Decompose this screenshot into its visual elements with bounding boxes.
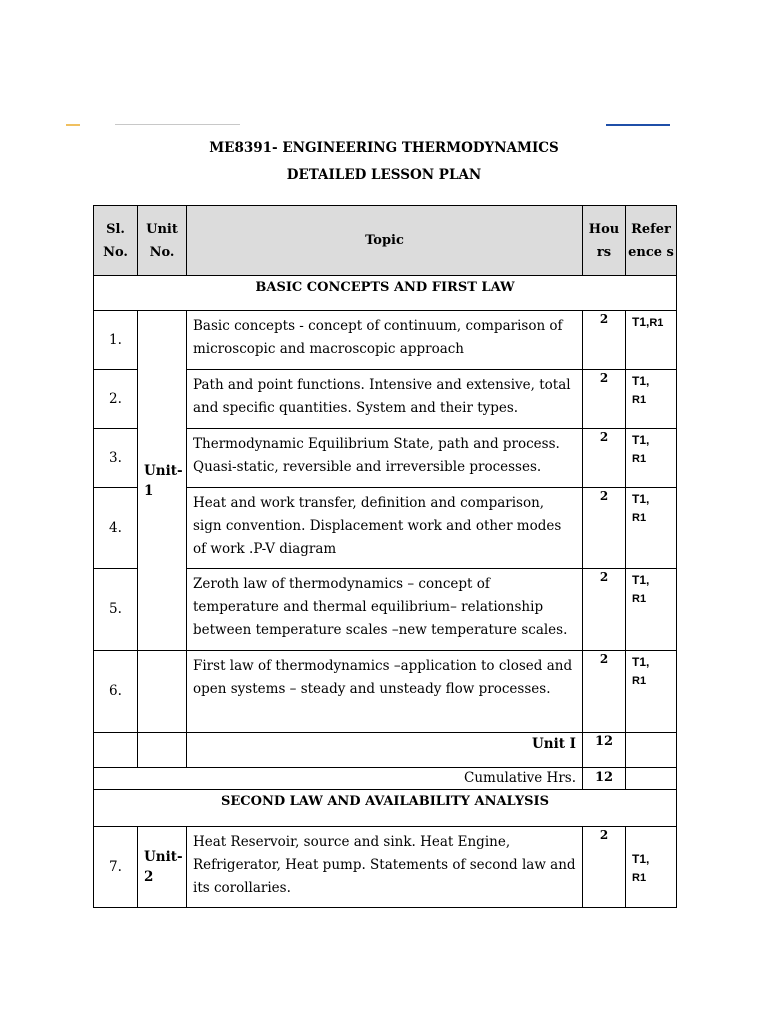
empty-cell [626, 733, 677, 768]
reference-secondary: R1 [632, 394, 647, 406]
row-topic: Thermodynamic Equilibrium State, path and process. Quasi-static, reversible and irreversible processes. [187, 429, 583, 488]
section-row [94, 276, 677, 311]
document-title: ME8391- ENGINEERING THERMODYNAMICS [209, 140, 559, 156]
row-hours: 2 [583, 827, 626, 908]
reference-secondary: R1 [649, 317, 664, 329]
row-sl: 2. [94, 370, 138, 429]
header-rule-center [115, 124, 240, 125]
row-topic: Heat and work transfer, definition and comparison, sign convention. Displacement work and other modes of work .P-V diagram [187, 488, 583, 569]
cumulative-label: Cumulative Hrs. [94, 768, 583, 790]
row-references [626, 429, 677, 488]
row-hours: 2 [583, 651, 626, 733]
reference-primary: T1, [632, 851, 650, 866]
header-sl: Sl. No. [94, 206, 138, 276]
row-references [626, 311, 677, 370]
table-row [94, 651, 677, 733]
reference-secondary: R1 [632, 675, 647, 687]
empty-cell [626, 768, 677, 790]
row-topic: First law of thermodynamics –application to closed and open systems – steady and unsteady flow processes. [187, 651, 583, 733]
header-rule-left [66, 124, 80, 126]
reference-primary: T1, [632, 433, 650, 447]
row-topic: Zeroth law of thermodynamics – concept of temperature and thermal equilibrium– relationship between temperature scales –new temperature scales. [187, 569, 583, 651]
row-references [626, 569, 677, 651]
section-row [94, 790, 677, 827]
unit-label: Unit-1 [138, 311, 187, 651]
header-topic: Topic [187, 206, 583, 276]
lesson-plan-table [93, 205, 677, 908]
unit-label: Unit-2 [138, 827, 187, 908]
reference-secondary: R1 [632, 871, 647, 884]
row-hours: 2 [583, 488, 626, 569]
reference-primary: T1, [632, 374, 650, 388]
row-sl: 5. [94, 569, 138, 651]
empty-cell [138, 733, 187, 768]
row-references [626, 488, 677, 569]
reference-secondary: R1 [632, 593, 647, 605]
row-sl: 1. [94, 311, 138, 370]
cumulative-row [94, 768, 677, 790]
document-subtitle: DETAILED LESSON PLAN [286, 167, 482, 183]
row-sl: 6. [94, 651, 138, 733]
row-references [626, 370, 677, 429]
table-row [94, 827, 677, 908]
unit-total-hours: 12 [583, 733, 626, 768]
header-hours: Hou rs [583, 206, 626, 276]
row-references [626, 651, 677, 733]
header-rule-right [606, 124, 670, 126]
cumulative-hours: 12 [583, 768, 626, 790]
reference-primary: T1, [632, 492, 650, 506]
row-hours: 2 [583, 429, 626, 488]
row-sl: 3. [94, 429, 138, 488]
unit-cell-empty [138, 651, 187, 733]
row-topic: Heat Reservoir, source and sink. Heat Engine, Refrigerator, Heat pump. Statements of second law and its corollaries. [187, 827, 583, 908]
reference-secondary: R1 [632, 512, 647, 524]
header-references: Refer ence s [626, 206, 677, 276]
table-header-row [94, 206, 677, 276]
row-sl: 4. [94, 488, 138, 569]
reference-primary: T1, [632, 315, 650, 329]
row-hours: 2 [583, 311, 626, 370]
row-references [626, 827, 677, 908]
section-title: BASIC CONCEPTS AND FIRST LAW [94, 276, 677, 311]
table-row [94, 311, 677, 370]
reference-primary: T1, [632, 655, 650, 669]
row-topic: Basic concepts - concept of continuum, comparison of microscopic and macroscopic approach [187, 311, 583, 370]
row-hours: 2 [583, 569, 626, 651]
unit-total-row [94, 733, 677, 768]
section-title: SECOND LAW AND AVAILABILITY ANALYSIS [94, 790, 677, 827]
header-unit: Unit No. [138, 206, 187, 276]
unit-total-label: Unit I [187, 733, 583, 768]
reference-primary: T1, [632, 573, 650, 587]
row-hours: 2 [583, 370, 626, 429]
empty-cell [94, 733, 138, 768]
row-topic: Path and point functions. Intensive and extensive, total and specific quantities. System and their types. [187, 370, 583, 429]
row-sl: 7. [94, 827, 138, 908]
reference-secondary: R1 [632, 453, 647, 465]
